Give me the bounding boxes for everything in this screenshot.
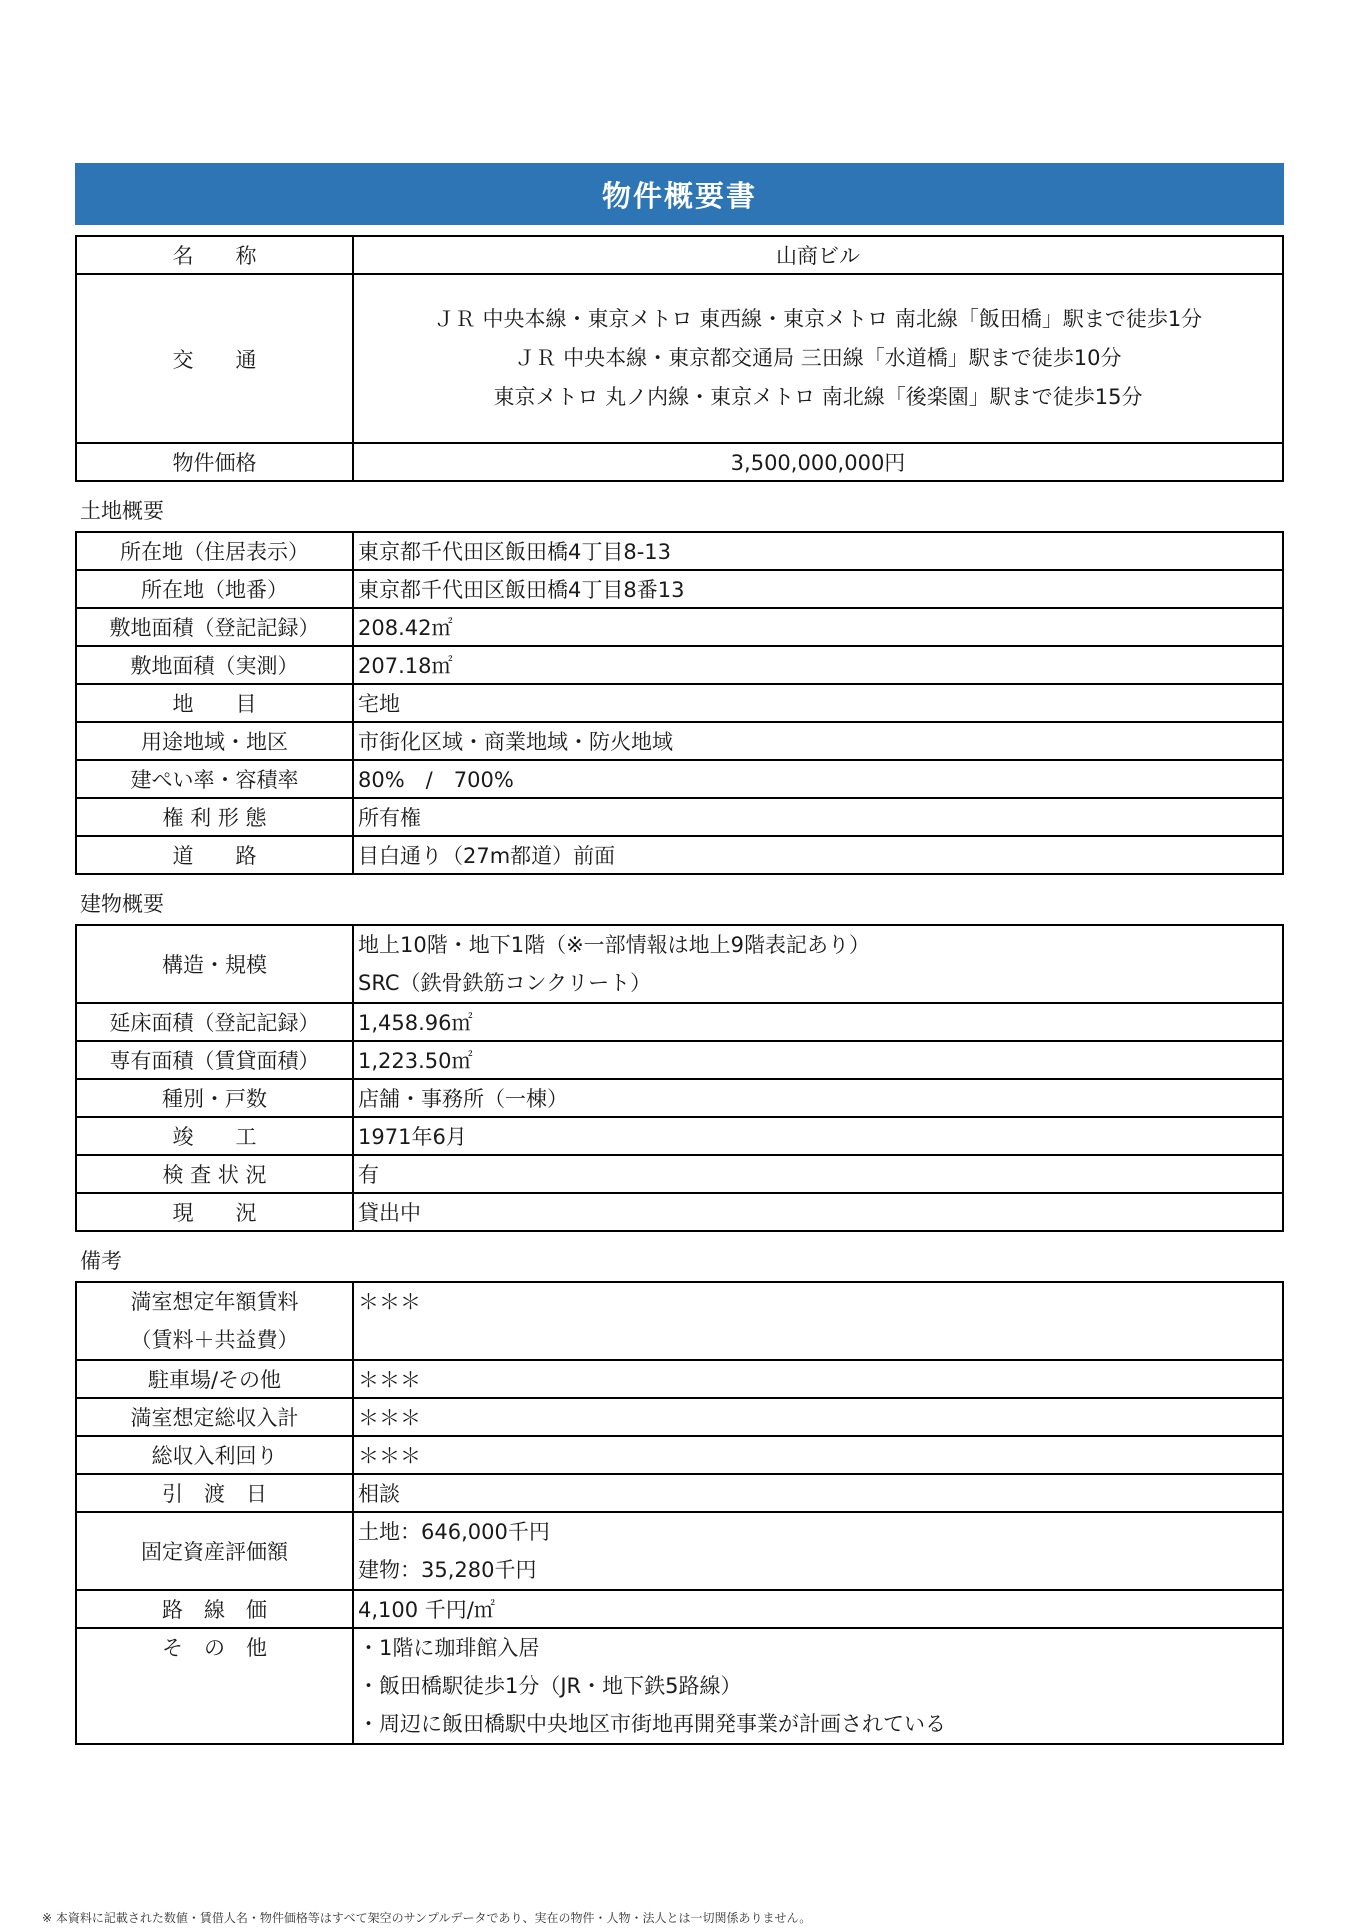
table-row <box>76 532 1283 570</box>
row-value <box>353 1628 1283 1744</box>
remarks-section-heading: 備考 <box>80 1249 122 1273</box>
table-row <box>76 1398 1283 1436</box>
access-line: ＪＲ 中央本線・東京メトロ 東西線・東京メトロ 南北線「飯田橋」駅まで徒歩1分 <box>433 307 1203 331</box>
row-value: 1,458.96㎡ <box>353 1003 1283 1041</box>
table-row <box>76 608 1283 646</box>
value-line: 地上10階・地下1階（※一部情報は地上9階表記あり） <box>358 933 871 957</box>
row-label: 種別・戸数 <box>76 1079 353 1117</box>
row-label: 敷地面積（登記記録） <box>76 608 353 646</box>
row-value: 4,100 千円/㎡ <box>353 1590 1283 1628</box>
table-row <box>76 646 1283 684</box>
row-label: 専有面積（賃貸面積） <box>76 1041 353 1079</box>
property-summary-sheet <box>75 163 1284 1745</box>
label-line: そ の 他 <box>162 1636 267 1660</box>
access-line: ＪＲ 中央本線・東京都交通局 三田線「水道橋」駅まで徒歩10分 <box>514 346 1122 370</box>
table-row <box>76 1117 1283 1155</box>
table-row <box>76 1282 1283 1360</box>
row-value: 目白通り（27m都道）前面 <box>353 836 1283 874</box>
property-name-label: 名 称 <box>76 236 353 274</box>
value-line: ・周辺に飯田橋駅中央地区市街地再開発事業が計画されている <box>358 1712 946 1736</box>
row-label: 延床面積（登記記録） <box>76 1003 353 1041</box>
table-row <box>76 798 1283 836</box>
row-label: 所在地（住居表示） <box>76 532 353 570</box>
table-row <box>76 1474 1283 1512</box>
row-value: ＊＊＊ <box>353 1436 1283 1474</box>
table-row <box>76 1360 1283 1398</box>
row-label <box>76 1282 353 1360</box>
label-line: （賃料＋共益費） <box>130 1328 299 1352</box>
row-value: 東京都千代田区飯田橋4丁目8-13 <box>353 532 1283 570</box>
building-section-heading: 建物概要 <box>80 892 164 916</box>
row-label: 建ぺい率・容積率 <box>76 760 353 798</box>
building-table <box>75 924 1284 1232</box>
price-value: 3,500,000,000円 <box>353 443 1283 481</box>
row-label: 用途地域・地区 <box>76 722 353 760</box>
row-label: 引 渡 日 <box>76 1474 353 1512</box>
disclaimer-footnote: ※ 本資料に記載された数値・賃借人名・物件価格等はすべて架空のサンプルデータであり、実在の物件・人物・法人とは一切関係ありません。 <box>42 1911 812 1925</box>
row-value <box>353 925 1283 1003</box>
row-label: 地 目 <box>76 684 353 722</box>
row-value: 有 <box>353 1155 1283 1193</box>
row-value: ＊＊＊ <box>353 1398 1283 1436</box>
row-label: 現 況 <box>76 1193 353 1231</box>
table-row <box>76 1590 1283 1628</box>
access-value <box>353 274 1283 443</box>
table-row <box>76 443 1283 481</box>
row-label <box>76 1628 353 1744</box>
access-line: 東京メトロ 丸ノ内線・東京メトロ 南北線「後楽園」駅まで徒歩15分 <box>493 385 1143 409</box>
row-value: 貸出中 <box>353 1193 1283 1231</box>
row-value: 1971年6月 <box>353 1117 1283 1155</box>
row-value: 所有権 <box>353 798 1283 836</box>
row-label: 権 利 形 態 <box>76 798 353 836</box>
row-value: 80% / 700% <box>353 760 1283 798</box>
table-row <box>76 1436 1283 1474</box>
row-value <box>353 1512 1283 1590</box>
label-line: 満室想定年額賃料 <box>130 1290 299 1314</box>
table-row <box>76 1079 1283 1117</box>
value-line: 建物：35,280千円 <box>358 1558 537 1582</box>
value-line: SRC（鉄骨鉄筋コンクリート） <box>358 971 652 995</box>
access-label: 交 通 <box>76 274 353 443</box>
value-line: 土地：646,000千円 <box>358 1520 550 1544</box>
remarks-table <box>75 1281 1284 1745</box>
row-label: 検 査 状 況 <box>76 1155 353 1193</box>
table-row <box>76 570 1283 608</box>
row-value: 207.18㎡ <box>353 646 1283 684</box>
summary-table <box>75 235 1284 482</box>
table-row <box>76 925 1283 1003</box>
land-table <box>75 531 1284 875</box>
row-value <box>353 1282 1283 1360</box>
row-value: ＊＊＊ <box>353 1360 1283 1398</box>
row-value: 店舗・事務所（一棟） <box>353 1079 1283 1117</box>
row-label: 敷地面積（実測） <box>76 646 353 684</box>
row-label: 固定資産評価額 <box>76 1512 353 1590</box>
row-label: 満室想定総収入計 <box>76 1398 353 1436</box>
row-value: 市街化区域・商業地域・防火地域 <box>353 722 1283 760</box>
row-value: 1,223.50㎡ <box>353 1041 1283 1079</box>
table-row <box>76 836 1283 874</box>
row-label: 駐車場/その他 <box>76 1360 353 1398</box>
row-label: 構造・規模 <box>76 925 353 1003</box>
table-row <box>76 1041 1283 1079</box>
land-section-heading: 土地概要 <box>80 499 164 523</box>
value-line: ・飯田橋駅徒歩1分（JR・地下鉄5路線） <box>358 1674 742 1698</box>
value-line: ＊＊＊ <box>358 1290 421 1314</box>
table-row <box>76 722 1283 760</box>
row-label: 道 路 <box>76 836 353 874</box>
property-name-value: 山商ビル <box>353 236 1283 274</box>
price-label: 物件価格 <box>76 443 353 481</box>
table-row <box>76 1628 1283 1744</box>
row-value: 208.42㎡ <box>353 608 1283 646</box>
row-value: 東京都千代田区飯田橋4丁目8番13 <box>353 570 1283 608</box>
value-line: ・1階に珈琲館入居 <box>358 1636 540 1660</box>
table-row <box>76 236 1283 274</box>
row-label: 路 線 価 <box>76 1590 353 1628</box>
row-label: 総収入利回り <box>76 1436 353 1474</box>
row-value: 相談 <box>353 1474 1283 1512</box>
table-row <box>76 1003 1283 1041</box>
table-row <box>76 1155 1283 1193</box>
row-value: 宅地 <box>353 684 1283 722</box>
row-label: 所在地（地番） <box>76 570 353 608</box>
table-row <box>76 274 1283 443</box>
table-row <box>76 684 1283 722</box>
table-row <box>76 1193 1283 1231</box>
row-label: 竣 工 <box>76 1117 353 1155</box>
document-title: 物件概要書 <box>75 163 1284 225</box>
table-row <box>76 1512 1283 1590</box>
table-row <box>76 760 1283 798</box>
